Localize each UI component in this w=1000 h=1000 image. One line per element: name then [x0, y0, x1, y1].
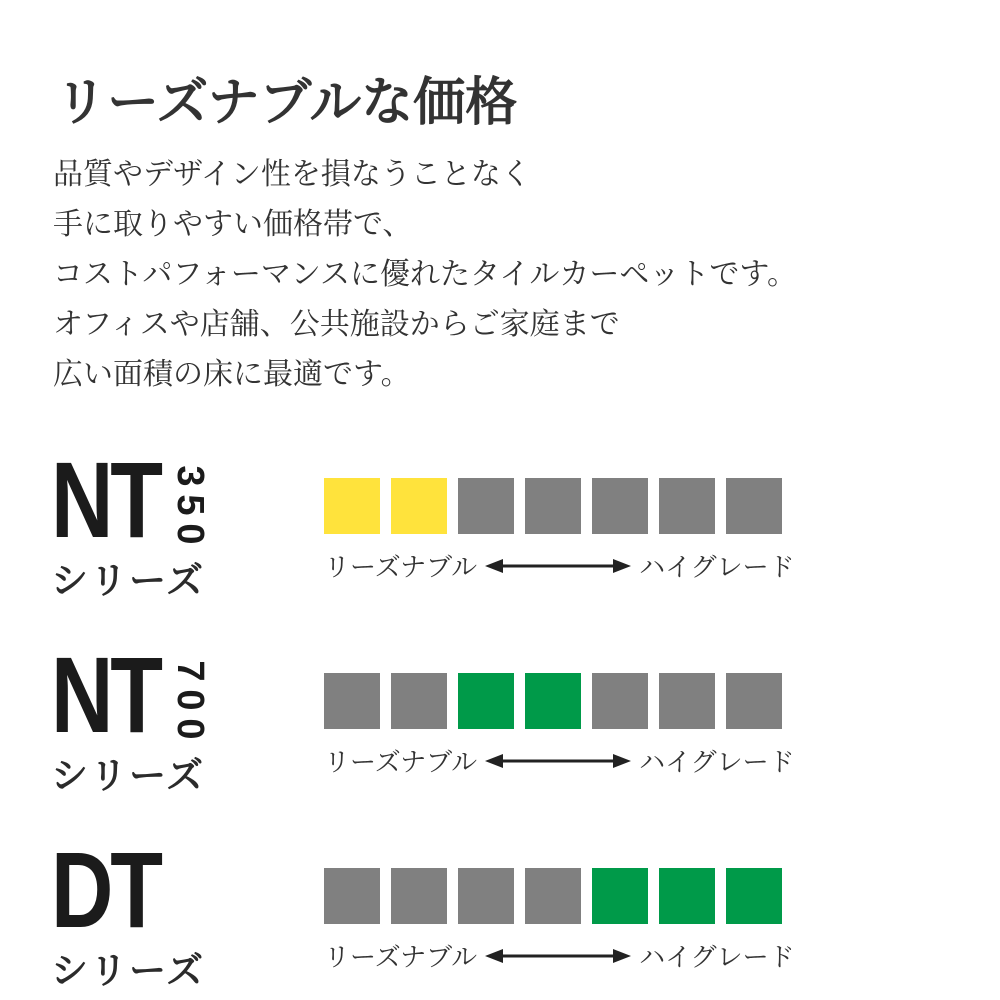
- scale-low-label: リーズナブル: [324, 747, 478, 777]
- scale-square-yellow: [324, 478, 380, 534]
- description-line: 手に取りやすい価格帯で、: [53, 208, 413, 241]
- series-number-digit: 0: [169, 689, 211, 709]
- double-arrow-icon: [483, 947, 633, 965]
- scale-high-label: ハイグレード: [639, 942, 795, 972]
- scale-square-gray: [525, 868, 581, 924]
- series-label: [51, 634, 311, 796]
- series-scale: [324, 478, 794, 584]
- scale-square-green: [458, 673, 514, 729]
- series-number-digit: 5: [169, 494, 211, 514]
- scale-square-gray: [592, 478, 648, 534]
- scale-square-gray: [726, 673, 782, 729]
- scale-square-green: [659, 868, 715, 924]
- series-number: [169, 658, 211, 740]
- description-line: 広い面積の床に最適です。: [53, 358, 411, 391]
- description-block: [53, 150, 797, 400]
- scale-square-gray: [659, 478, 715, 534]
- description-line: 品質やデザイン性を損なうことなく: [53, 158, 531, 191]
- scale-square-gray: [659, 673, 715, 729]
- scale-squares: [324, 478, 794, 534]
- scale-square-gray: [525, 478, 581, 534]
- description-line: コストパフォーマンスに優れたタイルカーペットです。: [53, 258, 797, 291]
- series-number-digit: 0: [169, 718, 211, 738]
- scale-square-green: [592, 868, 648, 924]
- double-arrow-icon: [483, 752, 633, 770]
- series-row: [51, 829, 951, 995]
- scale-squares: [324, 673, 794, 729]
- scale-high-label: ハイグレード: [639, 552, 795, 582]
- series-suffix: シリーズ: [51, 560, 206, 601]
- scale-labels: [324, 742, 795, 779]
- double-arrow-icon: [483, 557, 633, 575]
- scale-square-gray: [592, 673, 648, 729]
- series-name: DT: [51, 829, 160, 950]
- scale-square-yellow: [391, 478, 447, 534]
- series-scale: [324, 673, 794, 779]
- scale-square-gray: [391, 673, 447, 729]
- description-line: オフィスや店舗、公共施設からご家庭まで: [53, 308, 620, 341]
- series-suffix: シリーズ: [51, 950, 206, 991]
- scale-high-label: ハイグレード: [639, 747, 795, 777]
- scale-square-gray: [324, 868, 380, 924]
- series-name: NT: [51, 439, 160, 560]
- series-number: [169, 463, 211, 545]
- scale-labels: [324, 937, 795, 974]
- scale-low-label: リーズナブル: [324, 552, 478, 582]
- series-label: [51, 829, 311, 991]
- series-label: [51, 439, 311, 601]
- scale-squares: [324, 868, 794, 924]
- scale-square-gray: [324, 673, 380, 729]
- series-row: [51, 634, 951, 800]
- scale-square-green: [525, 673, 581, 729]
- scale-square-gray: [391, 868, 447, 924]
- page-title: リーズナブルな価格: [55, 74, 518, 132]
- series-number-digit: 0: [169, 523, 211, 543]
- scale-square-gray: [458, 868, 514, 924]
- scale-square-gray: [726, 478, 782, 534]
- series-scale: [324, 868, 794, 974]
- series-row: [51, 439, 951, 605]
- scale-square-gray: [458, 478, 514, 534]
- scale-low-label: リーズナブル: [324, 942, 478, 972]
- series-number-digit: 7: [169, 660, 211, 680]
- series-number-digit: 3: [169, 465, 211, 485]
- scale-labels: [324, 547, 795, 584]
- scale-square-green: [726, 868, 782, 924]
- series-suffix: シリーズ: [51, 755, 206, 796]
- series-name: NT: [51, 634, 160, 755]
